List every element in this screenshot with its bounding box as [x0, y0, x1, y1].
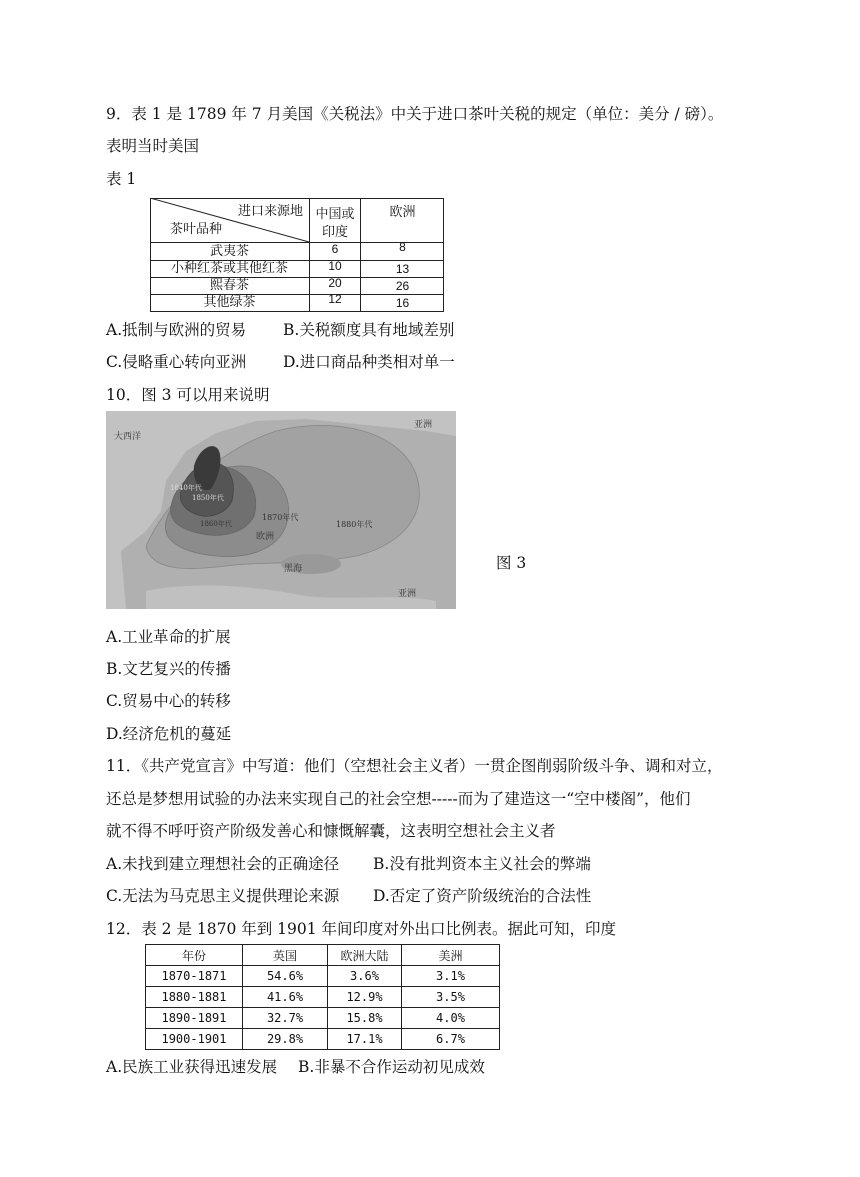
cell-americas: 3.1%	[402, 966, 500, 987]
row-china-india: 12	[328, 292, 342, 306]
q10-option-c: C.贸易中心的转移	[106, 692, 231, 710]
q11-stem-line1: 11．《共产党宣言》中写道：他们（空想社会主义者）一贯企图削弱阶级斗争、调和对立，	[106, 757, 723, 775]
q9-stem-line2: 表明当时美国	[106, 137, 200, 155]
q9-option-d: D.进口商品种类相对单一	[283, 353, 455, 371]
cell-year: 1890-1891	[146, 1008, 243, 1029]
cell-britain: 41.6%	[243, 987, 328, 1008]
q9-table-caption: 表 1	[106, 170, 137, 188]
table-row	[146, 1008, 500, 1029]
map-label-europe: 欧洲	[256, 532, 275, 542]
cell-americas: 6.7%	[402, 1029, 500, 1050]
row-china-india: 10	[328, 259, 342, 273]
cell-continental-europe: 12.9%	[328, 987, 402, 1008]
row-china-india: 6	[331, 242, 339, 256]
q11-option-c: C.无法为马克思主义提供理论来源	[106, 887, 340, 905]
cell-americas: 4.0%	[402, 1008, 500, 1029]
cell-year: 1900-1901	[146, 1029, 243, 1050]
cell-britain: 29.8%	[243, 1029, 328, 1050]
map-label-1860s: 1860年代	[200, 520, 232, 528]
map-label-1870s: 1870年代	[262, 513, 299, 522]
header-continental-europe: 欧洲大陆	[328, 945, 402, 966]
q10-stem: 10．图 3 可以用来说明	[106, 386, 270, 404]
cell-year: 1870-1871	[146, 966, 243, 987]
table-row	[146, 1029, 500, 1050]
header-americas: 美洲	[402, 945, 500, 966]
q12-stem: 12．表 2 是 1870 年到 1901 年间印度对外出口比例表。据此可知，印度	[106, 920, 617, 938]
header-britain: 英国	[243, 945, 328, 966]
map-label-1880s: 1880年代	[336, 520, 373, 529]
header-origin: 进口来源地	[238, 204, 304, 219]
cell-continental-europe: 3.6%	[328, 966, 402, 987]
q12-option-b: B.非暴不合作运动初见成效	[298, 1058, 485, 1076]
map-label-black-sea: 黑海	[284, 564, 303, 574]
row-name: 其他绿茶	[203, 295, 256, 310]
q11-option-a: A.未找到建立理想社会的正确途径	[106, 855, 340, 873]
export-ratio-table	[145, 944, 500, 1050]
header-year: 年份	[146, 945, 243, 966]
row-europe: 13	[395, 262, 410, 276]
q10-option-b: B.文艺复兴的传播	[106, 660, 231, 678]
q11-option-b: B.没有批判资本主义社会的弊端	[373, 855, 591, 873]
q10-option-d: D.经济危机的蔓延	[106, 725, 232, 743]
row-china-india: 20	[328, 276, 342, 290]
q12-option-a: A.民族工业获得迅速发展	[106, 1058, 278, 1076]
row-name: 小种红茶或其他红茶	[170, 261, 288, 276]
map-label-atlantic: 大西洋	[114, 432, 142, 442]
q10-option-a: A.工业革命的扩展	[106, 628, 231, 646]
q9-stem-line1: 9．表 1 是 1789 年 7 月美国《关税法》中关于进口茶叶关税的规定（单位：美分 / 磅）。	[106, 105, 724, 123]
table-header-row	[146, 945, 500, 966]
cell-continental-europe: 15.8%	[328, 1008, 402, 1029]
map-graphic	[106, 411, 456, 609]
header-variety: 茶叶品种	[170, 222, 223, 237]
row-name: 武夷茶	[209, 244, 249, 259]
cell-americas: 3.5%	[402, 987, 500, 1008]
tariff-table	[150, 198, 444, 312]
q9-option-c: C.侵略重心转向亚洲	[106, 353, 247, 371]
row-europe: 16	[395, 296, 410, 310]
q9-option-a: A.抵制与欧洲的贸易	[106, 321, 247, 339]
figure-caption: 图 3	[496, 554, 527, 572]
cell-britain: 32.7%	[243, 1008, 328, 1029]
map-label-asia-top: 亚洲	[414, 420, 433, 430]
map-label-asia-bottom: 亚洲	[398, 589, 417, 599]
row-name: 熙春茶	[209, 278, 249, 293]
industrial-spread-map	[106, 411, 456, 609]
row-europe: 8	[399, 240, 406, 254]
map-label-1850s: 1850年代	[192, 494, 224, 502]
map-label-1840s: 1840年代	[170, 484, 202, 492]
table-row	[146, 987, 500, 1008]
q11-stem-line3: 就不得不呼吁资产阶级发善心和慷慨解囊，这表明空想社会主义者	[106, 822, 556, 840]
q11-option-d: D.否定了资产阶级统治的合法性	[373, 887, 592, 905]
header-china-india-2: 印度	[321, 225, 348, 240]
header-europe: 欧洲	[389, 205, 416, 220]
row-europe: 26	[395, 279, 410, 293]
q11-stem-line2: 还总是梦想用试验的办法来实现自己的社会空想-----而为了建造这一“空中楼阁”，他们	[106, 790, 691, 808]
q9-option-b: B.关税额度具有地域差别	[283, 321, 455, 339]
cell-britain: 54.6%	[243, 966, 328, 987]
header-china-india-1: 中国或	[315, 207, 355, 222]
cell-year: 1880-1881	[146, 987, 243, 1008]
table-row	[146, 966, 500, 987]
cell-continental-europe: 17.1%	[328, 1029, 402, 1050]
